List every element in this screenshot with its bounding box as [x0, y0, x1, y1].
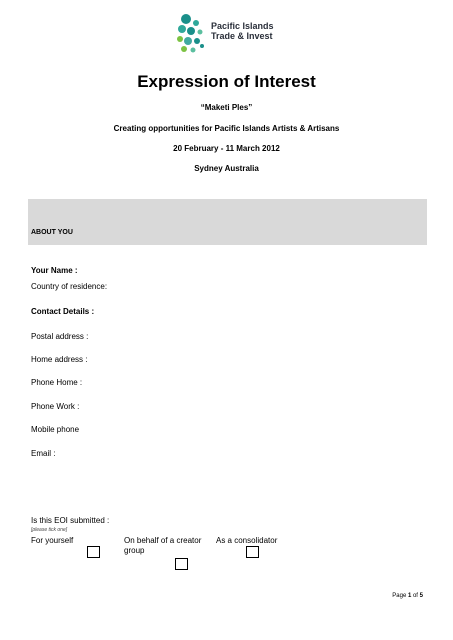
eoi-hint: [please tick one] — [31, 527, 68, 533]
event-location: Sydney Australia — [194, 164, 259, 173]
of-word: of — [412, 593, 418, 599]
eoi-question: Is this EOI submitted : — [31, 516, 110, 525]
country-label: Country of residence: — [31, 282, 108, 291]
page-number — [392, 593, 423, 599]
contact-details-label: Contact Details : — [31, 307, 95, 316]
tagline: Creating opportunities for Pacific Islands Artists & Artisans — [113, 124, 340, 133]
mobile-phone-label: Mobile phone — [31, 425, 80, 434]
option-creator-group-line-2: group — [124, 546, 145, 555]
home-address-label: Home address : — [31, 355, 88, 364]
page-total: 5 — [419, 593, 423, 599]
logo-mark-icon — [176, 14, 210, 54]
pacific-islands-logo — [176, 14, 286, 54]
page-current: 1 — [407, 593, 412, 599]
phone-home-label: Phone Home : — [31, 378, 83, 387]
phone-work-label: Phone Work : — [31, 402, 80, 411]
option-consolidator-checkbox[interactable] — [246, 546, 259, 558]
option-creator-group-line-1: On behalf of a creator — [124, 536, 202, 545]
email-label: Email : — [31, 449, 56, 458]
section-header — [28, 199, 427, 245]
logo-line-2: Trade & Invest — [211, 31, 273, 41]
postal-address-label: Postal address : — [31, 332, 89, 341]
option-consolidator-label: As a consolidator — [216, 536, 278, 545]
section-title: ABOUT YOU — [31, 229, 73, 236]
option-yourself-label: For yourself — [31, 536, 74, 545]
event-dates: 20 February - 11 March 2012 — [173, 144, 280, 153]
logo-line-1: Pacific Islands — [211, 21, 274, 31]
page-word: Page — [392, 593, 407, 599]
option-yourself-checkbox[interactable] — [87, 546, 100, 558]
your-name-label: Your Name : — [31, 266, 78, 275]
option-creator-group-checkbox[interactable] — [175, 558, 188, 570]
event-name: “Maketi Ples” — [200, 103, 253, 112]
logo-text — [211, 21, 274, 41]
page-title: Expression of Interest — [137, 72, 316, 91]
option-creator-group-label — [124, 536, 214, 556]
